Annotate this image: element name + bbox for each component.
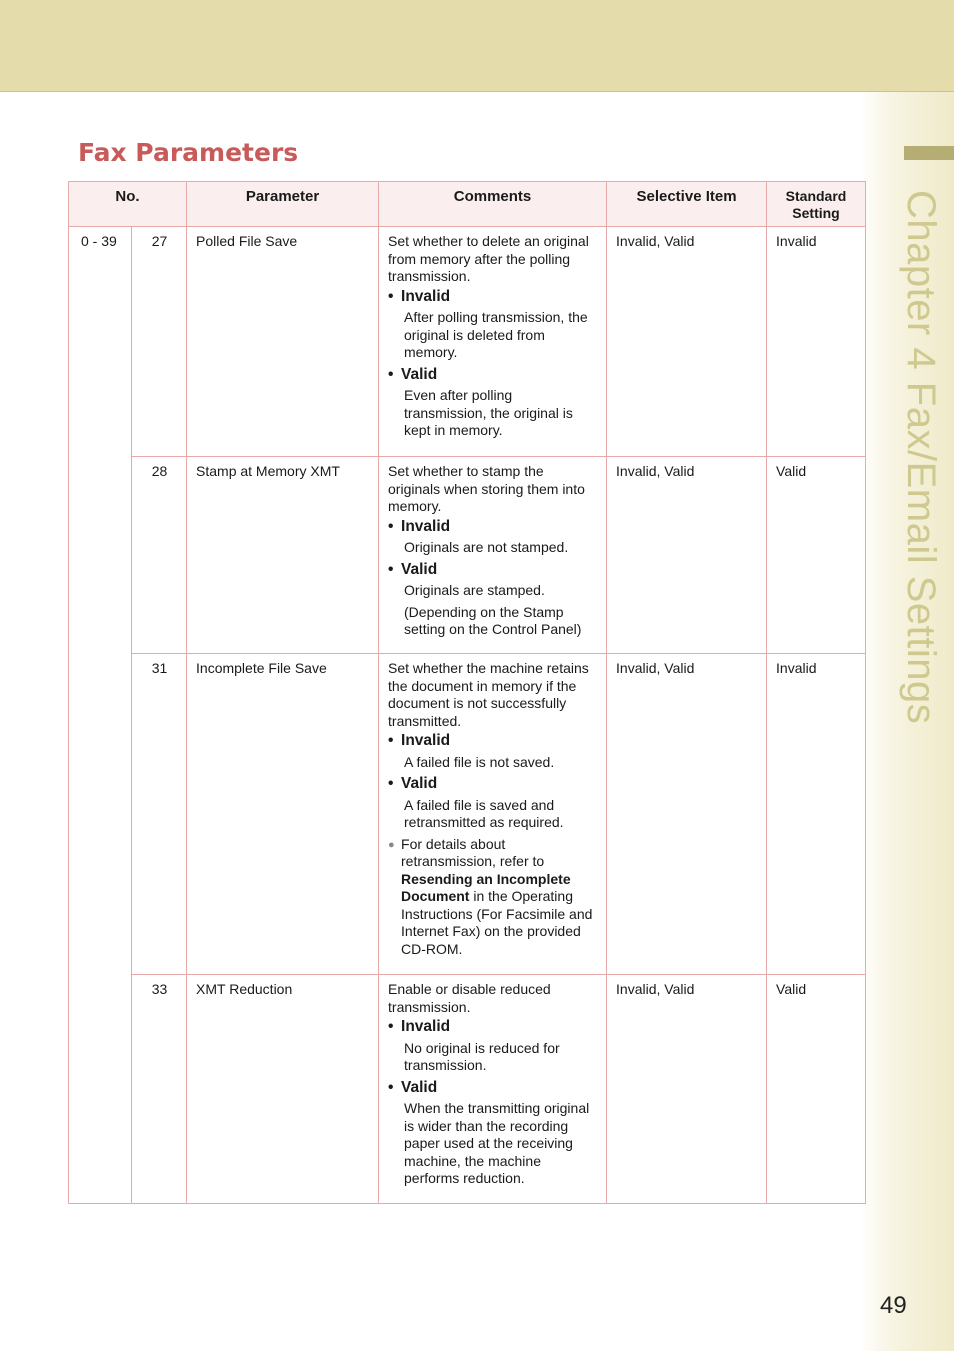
- invalid-option: [388, 518, 598, 536]
- table-row: [69, 457, 866, 654]
- row-comments: [379, 457, 607, 654]
- bullet-icon: •: [388, 365, 394, 383]
- row-number: 33: [132, 975, 187, 1204]
- option-description: Originals are not stamped.: [404, 539, 569, 555]
- table-row: [69, 975, 866, 1204]
- section-title: Fax Parameters: [78, 138, 299, 167]
- bullet-icon: •: [388, 732, 394, 749]
- row-standard-setting: Invalid: [767, 654, 866, 975]
- bullet-icon: •: [388, 517, 394, 535]
- option-description: When the transmitting original is wider than the recording paper used at the receiving machine, the machine performs reduction.: [404, 1100, 590, 1186]
- bullet-icon: •: [388, 560, 394, 578]
- option-description: After polling transmission, the original is deleted from memory.: [404, 309, 588, 360]
- bullet-icon: •: [388, 1078, 394, 1096]
- reference-note: [388, 836, 598, 959]
- comment-text: Set whether to stamp the originals when storing them into memory.: [388, 463, 585, 514]
- invalid-option: [388, 288, 598, 306]
- group-range: 0 - 39: [69, 227, 132, 1204]
- option-description-note: (Depending on the Stamp setting on the Control Panel): [404, 603, 582, 637]
- chapter-tab-marker: [904, 146, 954, 160]
- header-selective-item: Selective Item: [607, 182, 767, 227]
- bullet-icon: •: [388, 775, 394, 792]
- valid-option: [388, 775, 598, 793]
- row-comments: [379, 227, 607, 457]
- bullet-icon: •: [388, 287, 394, 305]
- option-description: A failed file is not saved.: [404, 753, 555, 770]
- header-band: [0, 0, 954, 92]
- row-parameter: Stamp at Memory XMT: [187, 457, 379, 654]
- comment-text: Set whether to delete an original from memory after the polling transmission.: [388, 233, 589, 284]
- row-number: 28: [132, 457, 187, 654]
- row-selective-item: Invalid, Valid: [607, 654, 767, 975]
- note-text: [401, 836, 598, 959]
- header-comments: Comments: [379, 182, 607, 227]
- note-text-start: For details about retransmission, refer to: [401, 835, 545, 869]
- valid-option: [388, 1079, 598, 1097]
- option-description: A failed file is saved and retransmitted as required.: [404, 796, 564, 830]
- comment-text: Enable or disable reduced transmission.: [388, 981, 551, 1015]
- page-number: 49: [880, 1292, 907, 1319]
- row-parameter: Polled File Save: [187, 227, 379, 457]
- option-label: Valid: [401, 775, 438, 792]
- row-number: 27: [132, 227, 187, 457]
- table-header-row: [69, 182, 866, 227]
- row-selective-item: Invalid, Valid: [607, 975, 767, 1204]
- chapter-label: Chapter 4 Fax/Email Settings: [899, 190, 943, 725]
- option-label: Valid: [401, 365, 438, 383]
- header-parameter: Parameter: [187, 182, 379, 227]
- header-no: No.: [69, 182, 187, 227]
- option-label: Invalid: [401, 517, 451, 535]
- invalid-option: [388, 1018, 598, 1036]
- note-circle-icon: ●: [388, 838, 395, 851]
- table-row: [69, 654, 866, 975]
- row-parameter: XMT Reduction: [187, 975, 379, 1204]
- option-description: Originals are stamped.: [404, 582, 545, 598]
- row-selective-item: Invalid, Valid: [607, 457, 767, 654]
- valid-option: [388, 366, 598, 384]
- option-label: Invalid: [401, 1018, 451, 1035]
- option-label: Valid: [401, 560, 438, 578]
- fax-parameters-table: [68, 181, 866, 1204]
- note-reference-title: Resending an Incomplete Document: [401, 870, 571, 904]
- row-standard-setting: Valid: [767, 457, 866, 654]
- invalid-option: [388, 732, 598, 750]
- row-parameter: Incomplete File Save: [187, 654, 379, 975]
- comment-text: Set whether the machine retains the document in memory if the document is not successfully transmitted.: [388, 660, 589, 729]
- table-row: [69, 227, 866, 457]
- row-comments: [379, 654, 607, 975]
- row-standard-setting: Valid: [767, 975, 866, 1204]
- option-description: Even after polling transmission, the original is kept in memory.: [404, 387, 573, 438]
- row-comments: [379, 975, 607, 1204]
- option-label: Invalid: [401, 732, 451, 749]
- note-text-end: in the Operating Instructions (For Facsimile and Internet Fax) on the provided CD-ROM.: [401, 888, 593, 957]
- row-number: 31: [132, 654, 187, 975]
- option-label: Valid: [401, 1078, 438, 1096]
- row-standard-setting: Invalid: [767, 227, 866, 457]
- header-standard-setting: Standard Setting: [767, 182, 866, 227]
- option-description: No original is reduced for transmission.: [404, 1039, 560, 1073]
- valid-option: [388, 561, 598, 579]
- bullet-icon: •: [388, 1018, 394, 1035]
- row-selective-item: Invalid, Valid: [607, 227, 767, 457]
- option-label: Invalid: [401, 287, 451, 305]
